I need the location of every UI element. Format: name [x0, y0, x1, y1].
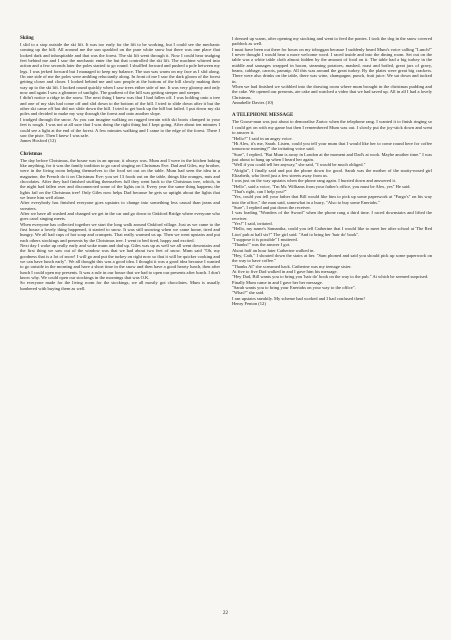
christmas-paragraph: The day before Christmas, the house was in an uproar, it always was. Mum and I were in the kitchen baking like anything, for it was the family tradition to go carol singing on Christmas Eve. Dad and Giles, my brother, were in the living room helping themselves to the food set out on the table. Mum had seen the idea in a magazine, the French do it on Christmas Eve: you set 13 foods out on the table, things like oranges, nuts and chocolates. After they had finished stuffing themselves full they went back to the Christmas tree, which, in the night had fallen over and disconnected some of the lights on it. Every year the same thing happens; the lights fail on the Christmas tree! Only Giles now helps Dad because he gets so uptight about the lights that we leave him well alone. [20, 157, 220, 200]
telephone-paragraph: "Hey, Cath," I shouted down the stairs at her. "Sam phoned and said you should pick up some paperwork on the way to have coffee." [232, 253, 432, 264]
telephone-paragraph: "Sarah wants you to bring your Enertabs on your way to the office". [232, 285, 356, 291]
telephone-paragraph: I was just on the way upstairs when the phone rang again. I hurried down and answered it. [232, 178, 397, 184]
telephone-paragraph: "That's right, can I help you?" [232, 188, 287, 194]
section-gap [232, 105, 432, 113]
skiing-author: James Hosford (12) [20, 138, 56, 144]
christmas-author: Annabelle Davies (10) [232, 100, 274, 106]
left-column [20, 36, 220, 291]
christmas-paragraph: After everybody has finished everyone goes upstairs to change into something less casual than jeans and sweaters. [20, 200, 220, 211]
christmas-paragraph: So everyone made for the living room for the stockings, we all mostly got chocolates. Mum is usually lumbered with buying them as well. [20, 280, 220, 291]
telephone-paragraph: I was loading "Wonders of the Sword" when the phone rang a third time. I raced downstairs and lifted the receiver. [232, 210, 432, 221]
christmas-paragraph: When we had finished we wobbled into the drawing room where mum brought in the christmas pudding and the cake. We opened our presents, ate cake and watched a video that we had saved up. All in all I had a lovely Christmas. [232, 84, 432, 100]
christmas-paragraph: Next day I woke up really early and woke mum and dad up. Giles was up as well we all went downstairs and the first thing we saw out of the window was that we had about two feet of snow. Mum said "Oh, my goodness that is a lot of snow! I will go and put the turkey on right now so that it will be quicker cooking and we can have lunch early". We all thought this was a good idea. I thought it was a good idea because I wanted to go outside in the morning and have a short time in the snow and then have a good hearty lunch, then after lunch I could open my presents. It was a rule in our house that we had to open our presents after lunch. I don't know why. We could open our stockings in the mornings that was O.K. [20, 243, 220, 281]
section-gap [20, 144, 220, 152]
telephone-paragraph: Finally Mum came in and I gave her her message. [232, 279, 323, 285]
telephone-paragraph: "Thanks!" was the answer I got. [232, 242, 291, 248]
telephone-paragraph: "Hello, my name's Samantha, could you tell Catherine that I would like to meet her after school at 'The Red Lion' pub at half six?" The girl said. "And to bring her 'hair do' book". [232, 226, 432, 237]
telephone-author: Henry Fenton (12) [232, 301, 266, 307]
telephone-paragraph: "Hi Alex, it's me, Sarah. Listen, could you tell your mum that I would like her to come round here for coffee tomorrow morning?" the irritating voice said. [232, 140, 432, 152]
right-column [232, 36, 432, 307]
telephone-paragraph: "I suppose it is possible" I muttered. [232, 237, 298, 243]
page-number: 22 [222, 610, 229, 616]
telephone-paragraph: "Hey Dad, Bill wants you to bring you 'hair do' book on the way to the pub." At which he seemed surprised. [232, 274, 429, 280]
telephone-paragraph: "Alright", I finally said and put the phone down for good. Sarah was the mother of the snotty-nosed girl Elizabeth, who lived just a few streets away from us. [232, 167, 432, 178]
telephone-paragraph: "Yes, could you tell your father that Bill would like him to pick up some paperwork at "Fargo's" on his way into the office," the man said, somewhat in a hurry, "Also to buy some Enertabs." [232, 194, 432, 205]
telephone-paragraph: "Sure", I replied, "But Mum is away in London at the moment and Dad's at work. Maybe another time." I was just about to hang up when I heard her again. [232, 151, 432, 162]
telephone-paragraph: "What?" she said. [232, 290, 265, 296]
telephone-paragraph: "Thanks Al" she screamed back. Catherine was my teenage sister. [232, 263, 352, 269]
skiing-paragraph: I slid to a stop outside the ski lift. It was too early for the lift to be working, but I could see the mechanic coming up the hill. All around me the sun sparkled on the pure white snow but there was one place that looked dark and inhospitable and that was the forest. The ski lift went through it. Now I could hear trudging feet behind me and I saw the mechanic enter the hut that controlled the ski lift. The machine whirred into action and a few seconds later the poles started to go round. I shuffled forward and pushed a pole between my legs. I was jerked forward but I managed to keep my balance. The sun was warm on my face as I slid along. On one side of me the poles were ambling reluctantly along. In front of me I saw the dark gloom of the forest getting closer and closer. I looked behind me and saw people at the bottom of the hill slowly making their way up to the ski lift. I looked round quickly when I saw trees either side of me. It was very gloomy and only now and again I saw a glimmer of sunlight. The gradient of the hill was getting steeper and steeper. [20, 42, 220, 96]
telephone-title: A TELEPHONE MESSAGE [232, 113, 294, 119]
skiing-paragraph: I trudged through the snow. As you can imagine walking on rugged terrain with ski boots clamped to your feet is rough. I was not at all sure that I was doing the right thing but I kept going. After about ten minutes I could see a light at the end of the forest. A few minutes walking and I came to the edge of the forest. There I saw the piste. Then I knew I was safe. [20, 116, 220, 138]
telephone-paragraph: The Goose-man was just about to demoralise Zartoc when the telephone rang. I wanted it to finish ringing so I could get on with my game but then I remembered Mum was out. I slowly put the joy-stick down and went to answer it. [232, 119, 432, 136]
christmas-paragraph: After we have all washed and changed we get in the car and go down to Oakford Bridge where everyone who goes carol singing meets. [20, 210, 220, 222]
telephone-paragraph: "Yes!" I said, irritated. [232, 221, 273, 226]
telephone-paragraph: "Hello", said a voice, "I'm Mr. Williams from your father's office, you must be Alex, yes" He said. [232, 183, 411, 189]
christmas-title: Christmas [20, 151, 43, 157]
telephone-paragraph: At five to five Dad walked in and I gave him his message. [232, 269, 338, 275]
christmas-paragraph: I must have been out there for hours on my toboggan because I suddenly heard Mum's voice calling "Lunch!" I never thought I would hear a more welcome word. I raced inside and into the dining room. Set out on the table was a white table cloth almost hidden by the amount of food on it. The table had a big turkey in the middle and sausages wrapped in bacon, steaming potatoes, mashed, roast and boiled, great jars of gravy, beans, cabbage, carrots, parsnip. All this was around the great turkey. By the plates were great big crackers. There were also drinks on the table, there was wine, champagne, punch, fruit juice. We sat down and tucked in. [232, 46, 432, 84]
skiing-paragraph: I didn't notice a ridge in the snow. The next thing I knew was that I had fallen off. I was holding onto a tree and one of my skis had come off and slid down to the bottom of the hill. I tried to slide down after it but the other ski came off but did not slide down the hill. I tried to get back up the hill but failed. I put down my ski poles and decided to make my way through the forest and onto another slope. [20, 95, 220, 117]
christmas-paragraph: I dressed up warm, after opening my stocking and went to feed the ponies. I took the dog in the snow covered paddock as well. [232, 36, 432, 47]
telephone-paragraph: "Sure", I replied and put down the receiver. [232, 204, 311, 210]
telephone-paragraph: "Well if you could tell her anyway," she said, "I would be much obliged." [232, 162, 366, 168]
skiing-title: Skiing [20, 36, 34, 41]
telephone-paragraph: "Hello?" I said in an angry voice. [232, 135, 293, 141]
christmas-paragraph: When everyone has collected together we start the long walk around Oakford village. Just as we came to the first house a lovely thing happened, it started to snow. It was still snowing when we came home, tired and hungry. We all had cups of hot soup and crumpets. That really warmed us up. Then we went upstairs and put each others stockings and presents by the Christmas tree. I went to bed tired, happy and excited. [20, 221, 220, 243]
telephone-paragraph: About half an hour later Catherine walked in. [232, 247, 315, 253]
telephone-paragraph: I ran upstairs sneakily. My scheme had worked and I had confused them! [232, 295, 365, 301]
